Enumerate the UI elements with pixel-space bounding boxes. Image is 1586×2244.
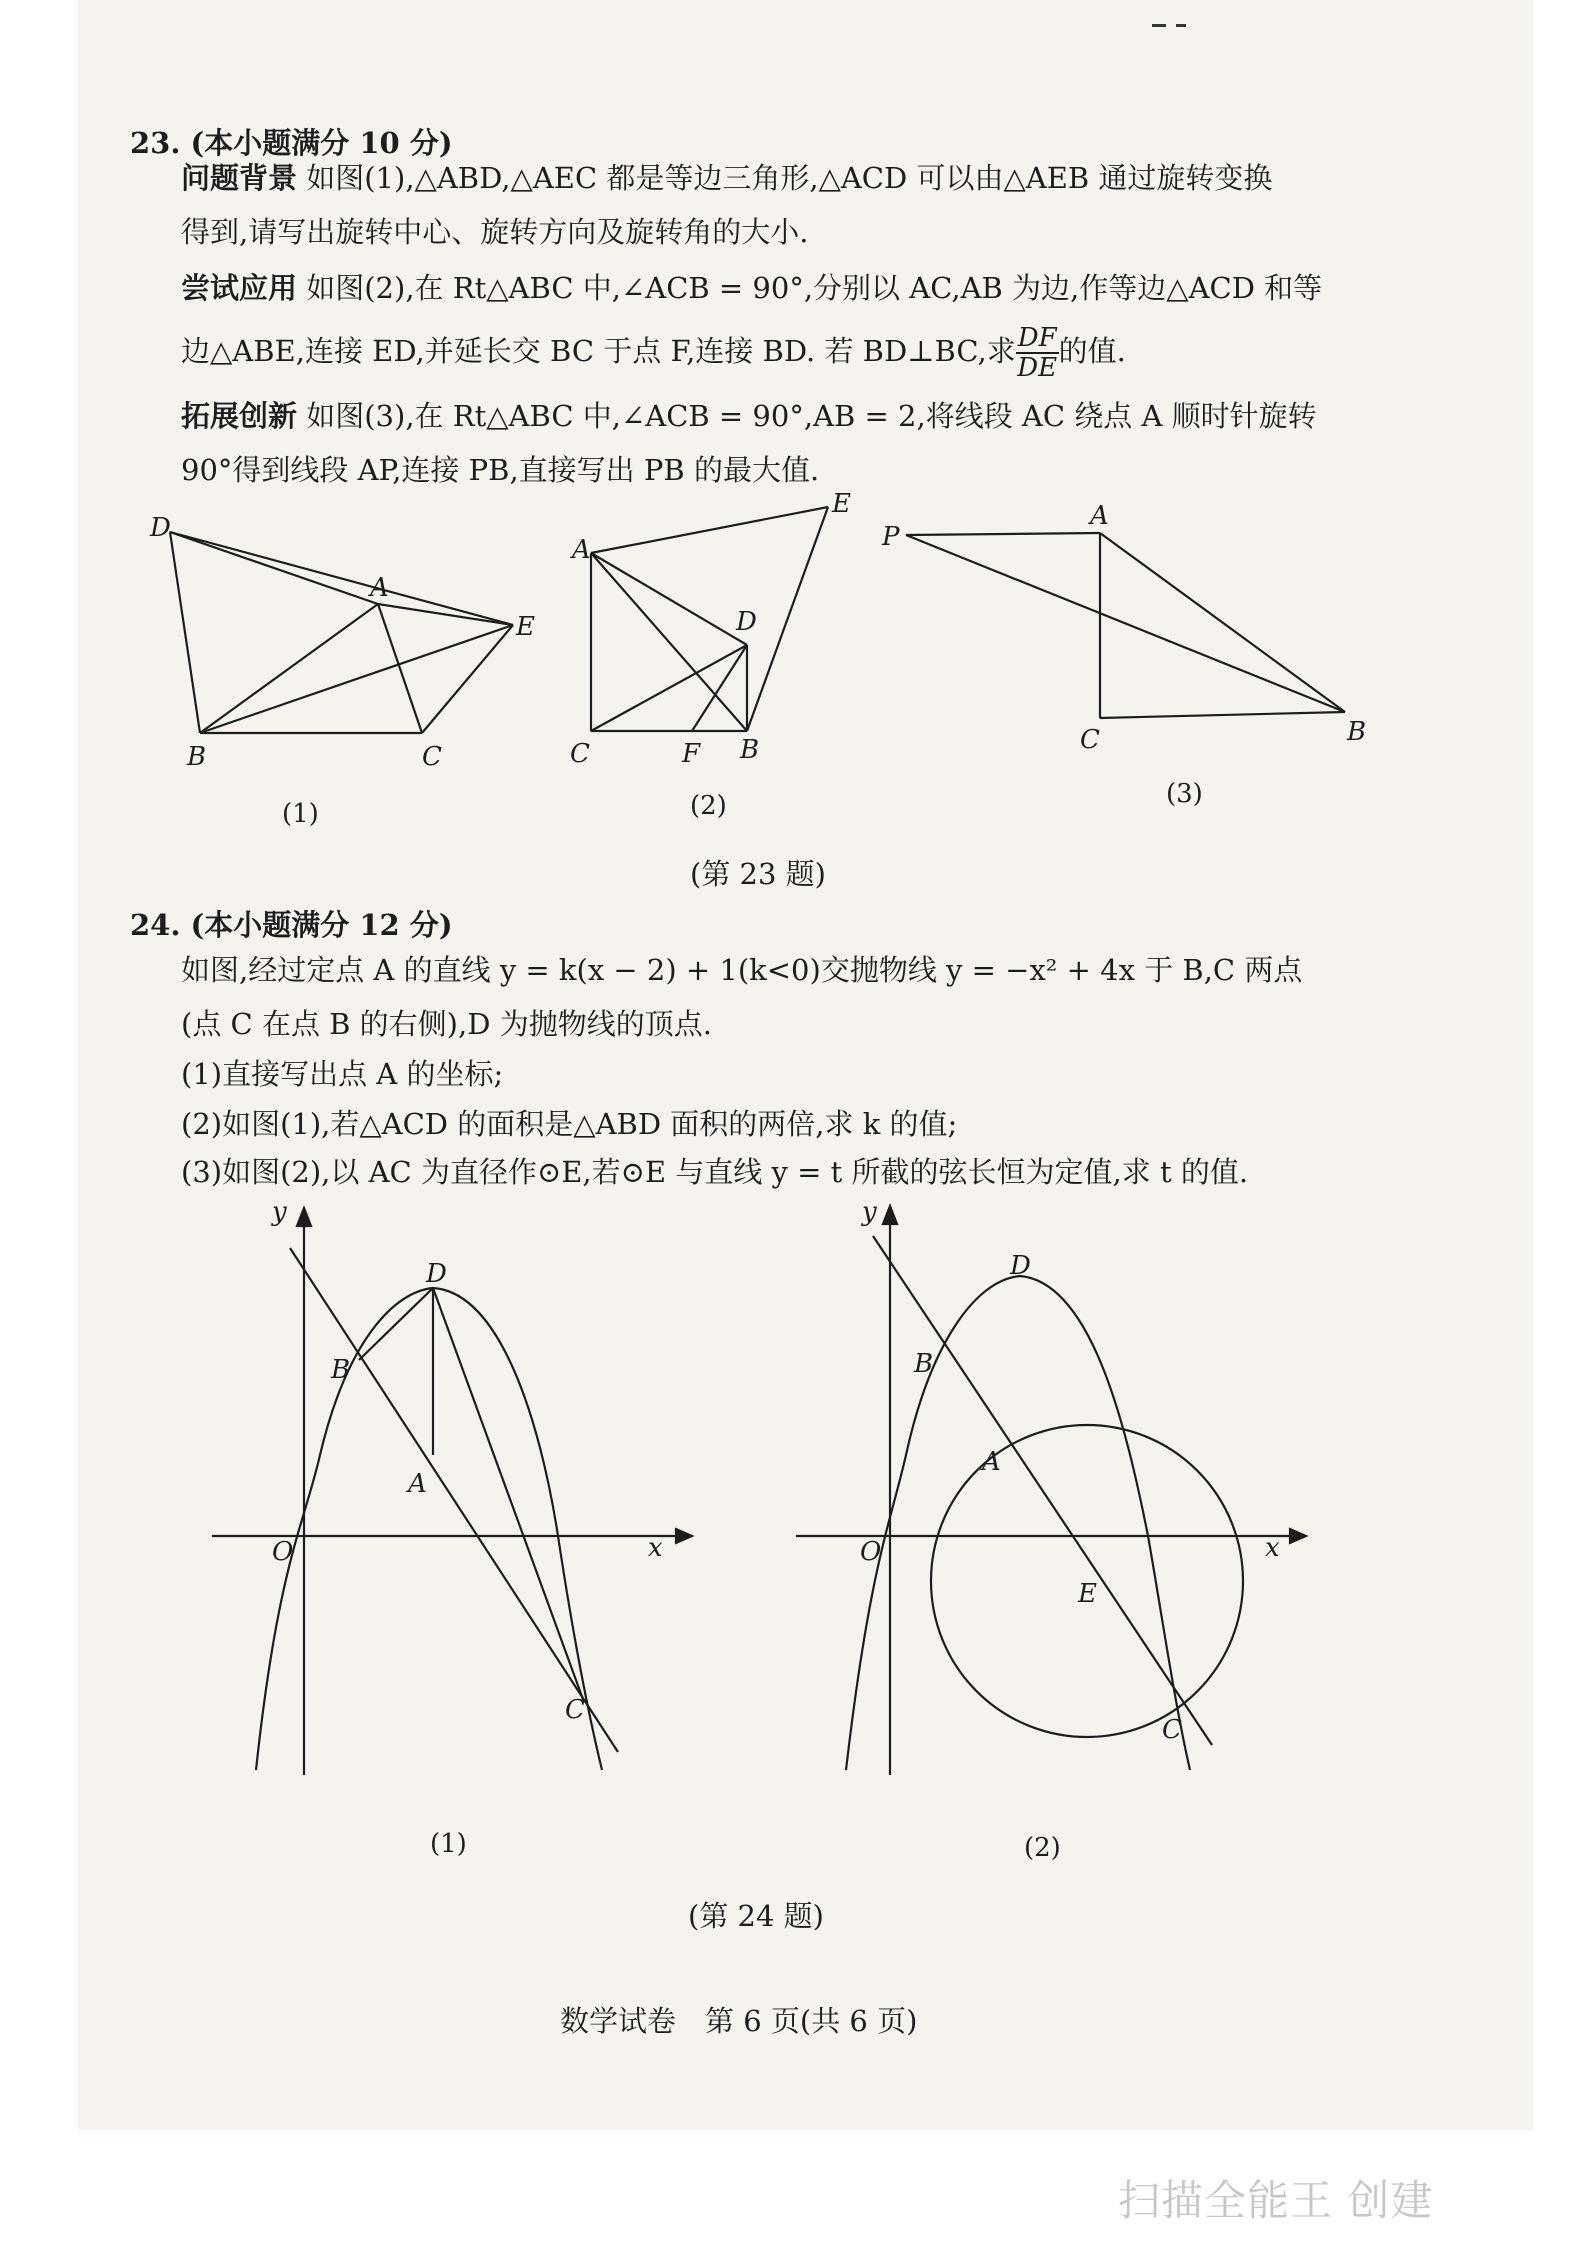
- q23-try-label: 尝试应用: [181, 271, 298, 305]
- axis-label-x: x: [1265, 1533, 1280, 1563]
- q23-ext-line1: 如图(3),在 Rt△ABC 中,∠ACB = 90°,AB = 2,将线段 AC 绕点 A 顺时针旋转: [306, 399, 1317, 433]
- q23-try-line2b: 的值.: [1058, 334, 1126, 368]
- fraction-numerator: DF: [1017, 323, 1057, 353]
- figure-caption: (1): [282, 799, 319, 829]
- point-label-a: A: [408, 1469, 427, 1499]
- point-label-e: E: [516, 612, 535, 642]
- point-label-b: B: [331, 1355, 351, 1385]
- point-label-a: A: [370, 573, 389, 603]
- point-label-c: C: [565, 1695, 585, 1725]
- point-label-c: C: [570, 739, 590, 769]
- q23-bg-line1: 如图(1),△ABD,△AEC 都是等边三角形,△ACD 可以由△AEB 通过旋转变换: [306, 161, 1273, 195]
- point-label-f: F: [682, 739, 701, 769]
- point-label-a: A: [572, 535, 591, 565]
- q24-line2: (点 C 在点 B 的右侧),D 为抛物线的顶点.: [181, 1007, 712, 1041]
- axis-label-x: x: [648, 1533, 663, 1563]
- point-label-e: E: [1078, 1579, 1097, 1609]
- point-label-b: B: [914, 1349, 934, 1379]
- figure-caption: (2): [1024, 1833, 1061, 1863]
- figure-caption: (3): [1166, 779, 1203, 809]
- origin-label: O: [860, 1537, 882, 1567]
- axis-label-y: y: [862, 1197, 877, 1227]
- figure-caption: (1): [430, 1829, 467, 1859]
- point-label-p: P: [882, 522, 900, 552]
- point-label-b: B: [740, 735, 760, 765]
- point-label-a: A: [1090, 501, 1109, 531]
- q23-ext-label: 拓展创新: [181, 399, 298, 433]
- q24-line1: 如图,经过定点 A 的直线 y = k(x − 2) + 1(k<0)交抛物线 y = −x² + 4x 于 B,C 两点: [181, 953, 1303, 987]
- q23-try-line2a: 边△ABE,连接 ED,并延长交 BC 于点 F,连接 BD. 若 BD⊥BC,求: [181, 334, 1016, 368]
- fraction-denominator: DE: [1017, 353, 1058, 383]
- q24-figure-caption: (第 24 题): [688, 1899, 824, 1933]
- q24-line5: (3)如图(2),以 AC 为直径作⊙E,若⊙E 与直线 y = t 所截的弦长恒为定值,求 t 的值.: [181, 1155, 1249, 1189]
- q23-figure-caption: (第 23 题): [690, 857, 826, 891]
- q24-line4: (2)如图(1),若△ACD 的面积是△ABD 面积的两倍,求 k 的值;: [181, 1107, 958, 1141]
- q23-bg-label: 问题背景: [181, 161, 298, 195]
- point-label-d: D: [426, 1259, 447, 1289]
- point-label-b: B: [187, 742, 207, 772]
- axis-label-y: y: [272, 1197, 287, 1227]
- q23-header: 23. (本小题满分 10 分): [130, 126, 453, 160]
- point-label-c: C: [1080, 725, 1100, 755]
- q24-line3: (1)直接写出点 A 的坐标;: [181, 1057, 504, 1091]
- point-label-d: D: [1010, 1251, 1031, 1281]
- point-label-c: C: [422, 742, 442, 772]
- q23-try-line1: 如图(2),在 Rt△ABC 中,∠ACB = 90°,分别以 AC,AB 为边,作等边△ACD 和等: [306, 271, 1323, 305]
- q23-ext-line2: 90°得到线段 AP,连接 PB,直接写出 PB 的最大值.: [181, 453, 820, 487]
- q24-header: 24. (本小题满分 12 分): [130, 908, 453, 942]
- page-footer: 数学试卷 第 6 页(共 6 页): [560, 2004, 918, 2038]
- point-label-a: A: [982, 1447, 1001, 1477]
- point-label-c: C: [1162, 1715, 1182, 1745]
- point-label-d: D: [736, 607, 757, 637]
- point-label-d: D: [150, 513, 171, 543]
- origin-label: O: [272, 1537, 294, 1567]
- q23-bg-line2: 得到,请写出旋转中心、旋转方向及旋转角的大小.: [181, 215, 809, 249]
- scanner-watermark: 扫描全能王 创建: [1118, 2176, 1434, 2225]
- point-label-b: B: [1347, 717, 1367, 747]
- figure-caption: (2): [690, 791, 727, 821]
- point-label-e: E: [832, 489, 851, 519]
